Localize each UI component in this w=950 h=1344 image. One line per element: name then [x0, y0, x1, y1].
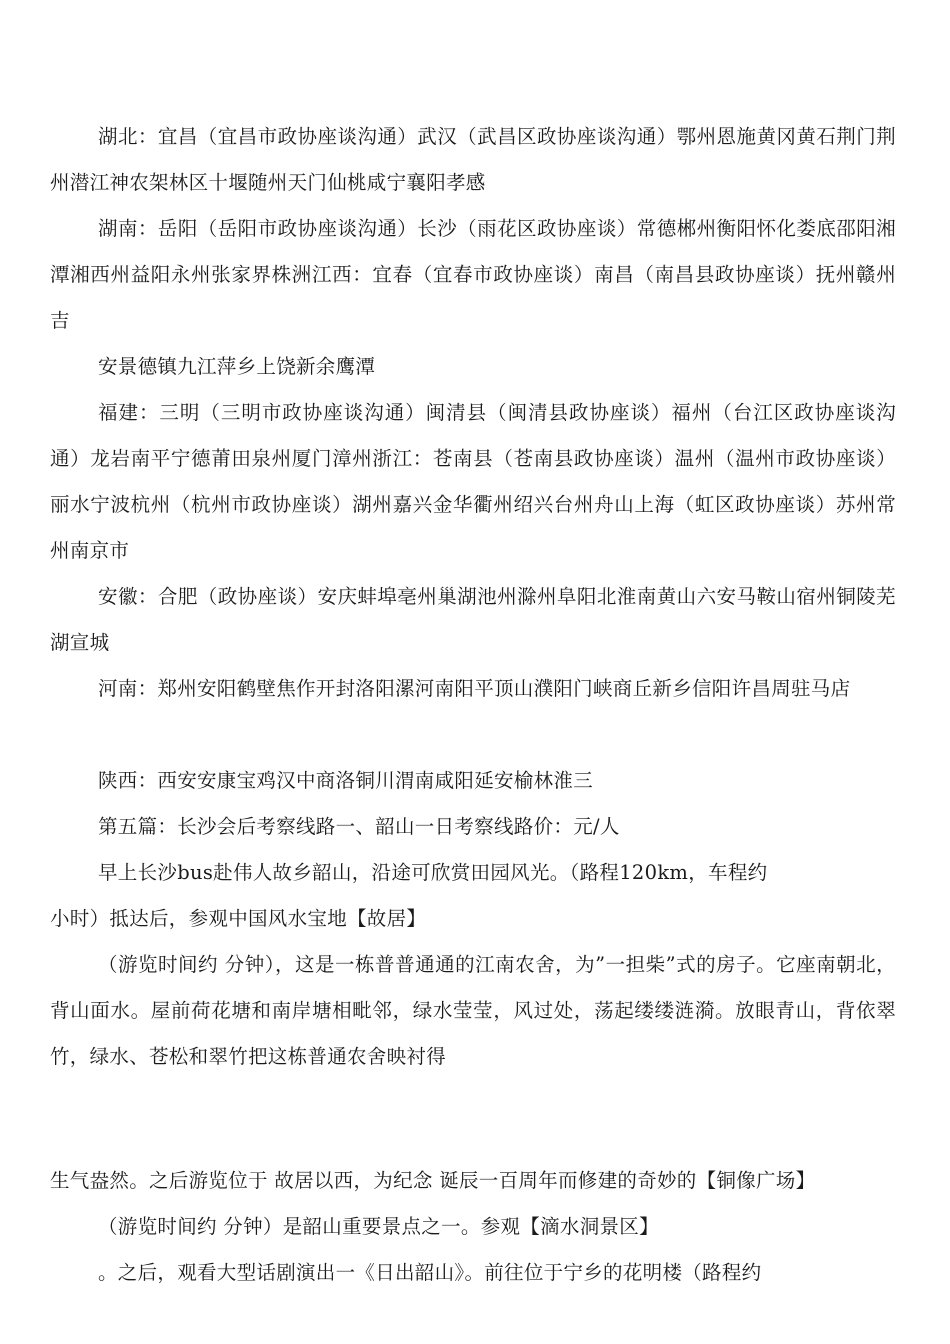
paragraph-hunan-jiangxi: 湖南：岳阳（岳阳市政协座谈沟通）长沙（雨花区政协座谈）常德郴州衡阳怀化娄底邵阳湘潭湘西州益阳永州张家界株洲江西：宜春（宜春市政协座谈）南昌（南昌县政协座谈）抚州赣州吉 — [50, 217, 896, 332]
paragraph-shaanxi: 陕西：西安安康宝鸡汉中商洛铜川渭南咸阳延安榆林淮三 — [98, 769, 594, 792]
paragraph-dishuidong: （游览时间约 分钟）是韶山重要景点之一。参观【滴水洞景区】 — [98, 1215, 659, 1238]
heading-fifth-article: 第五篇：长沙会后考察线路一、韶山一日考察线路价：元/人 — [98, 815, 620, 838]
paragraph-residence-description: （游览时间约 分钟），这是一栋普普通通的江南农舍，为”一担柴”式的房子。它座南朝北，背山面水。屋前荷花塘和南岸塘相毗邻，绿水莹莹，风过处，荡起缕缕涟漪。放眼青山，背依翠竹，绿水、苍松和翠竹把这栋普通农舍映衬得 — [50, 953, 896, 1068]
paragraph-hubei: 湖北：宜昌（宜昌市政协座谈沟通）武汉（武昌区政协座谈沟通）鄂州恩施黄冈黄石荆门荆州潜江神农架林区十堰随州天门仙桃咸宁襄阳孝感 — [50, 125, 896, 194]
paragraph-henan: 河南：郑州安阳鹤壁焦作开封洛阳漯河南阳平顶山濮阳门峡商丘新乡信阳许昌周驻马店 — [98, 677, 851, 700]
paragraph-jiangxi-continued: 安景德镇九江萍乡上饶新余鹰潭 — [98, 355, 376, 378]
paragraph-morning-trip: 早上长沙bus赴伟人故乡韶山，沿途可欣赏田园风光。（路程120km，车程约 — [98, 861, 768, 884]
paragraph-arrive-residence: 小时）抵达后，参观中国风水宝地【故居】 — [50, 907, 427, 930]
paragraph-statue-square: 生气盎然。之后游览位于 故居以西，为纪念 诞辰一百周年而修建的奇妙的【铜像广场】 — [50, 1169, 816, 1192]
paragraph-performance: 。之后，观看大型话剧演出一《日出韶山》。前往位于宁乡的花明楼（路程约 — [98, 1261, 762, 1284]
paragraph-fujian-zhejiang-shanghai: 福建：三明（三明市政协座谈沟通）闽清县（闽清县政协座谈）福州（台江区政协座谈沟通）龙岩南平宁德莆田泉州厦门漳州浙江：苍南县（苍南县政协座谈）温州（温州市政协座谈）丽水宁波杭州（杭州市政协座谈）湖州嘉兴金华衢州绍兴台州舟山上海（虹区政协座谈）苏州常州南京市 — [50, 401, 896, 562]
paragraph-anhui: 安徽：合肥（政协座谈）安庆蚌埠亳州巢湖池州滁州阜阳北淮南黄山六安马鞍山宿州铜陵芜湖宣城 — [50, 585, 896, 654]
